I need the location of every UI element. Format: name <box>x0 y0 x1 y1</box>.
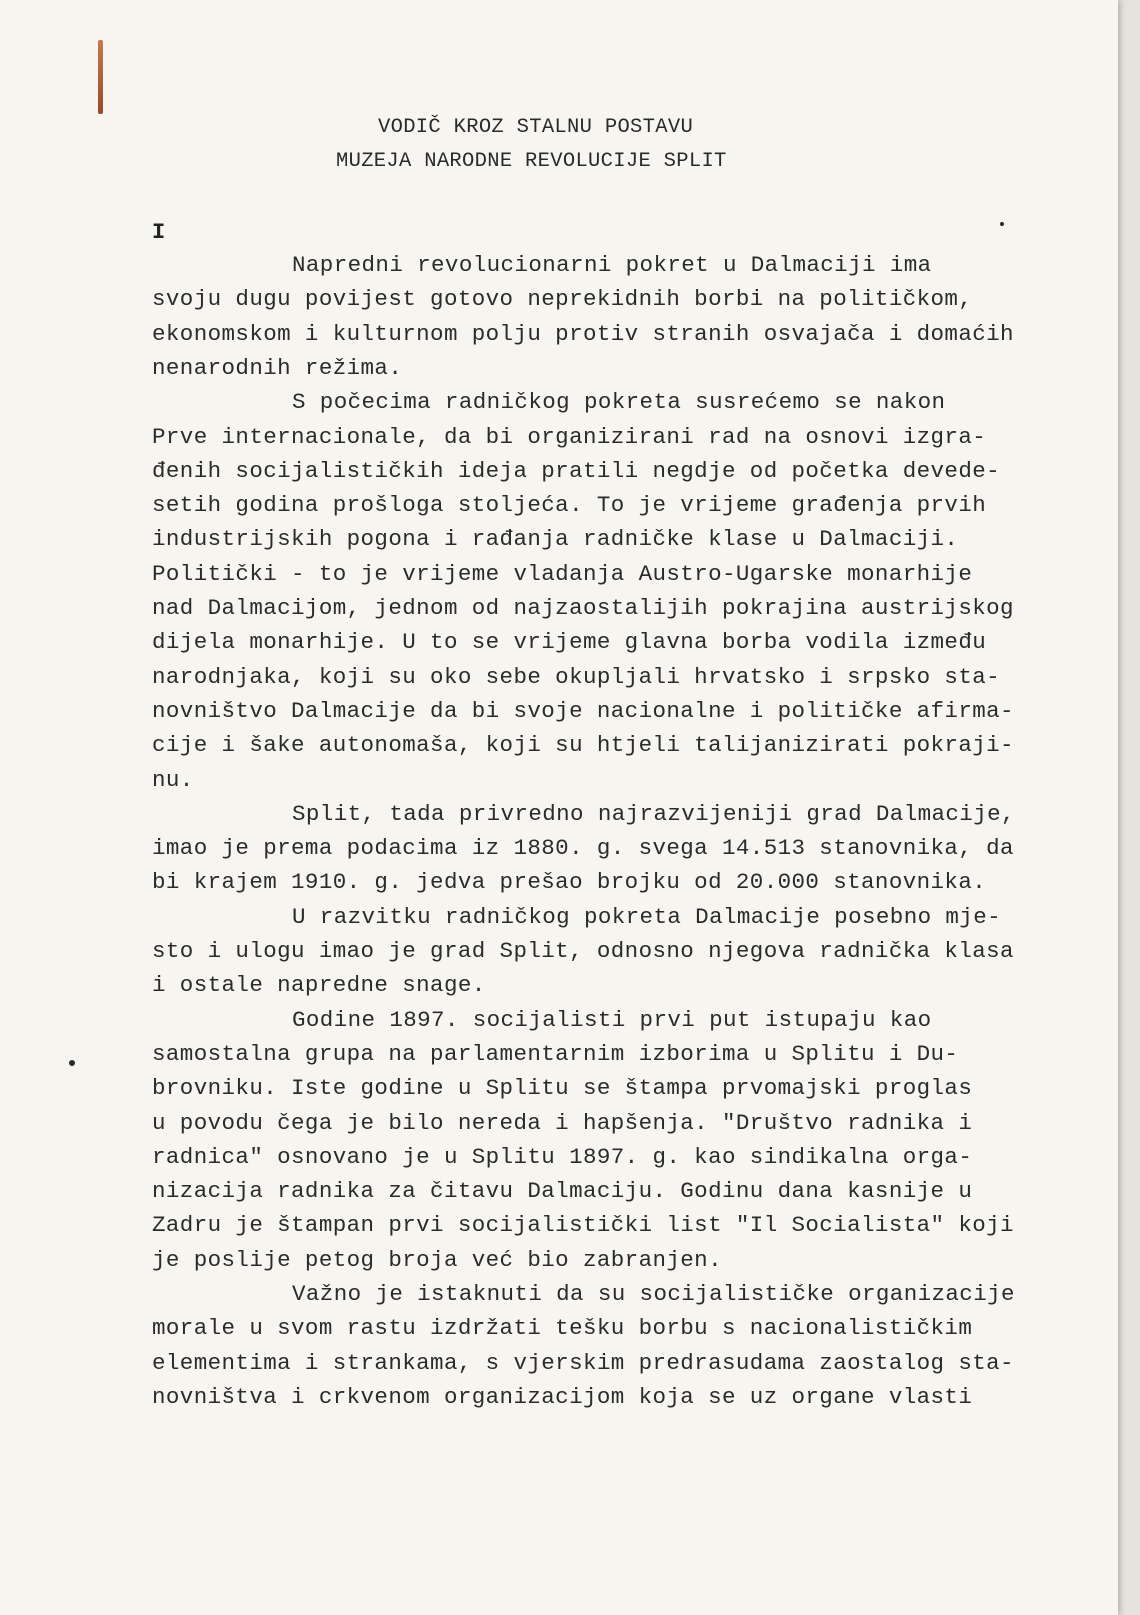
text-line: bi krajem 1910. g. jedva prešao brojku od 20.000 stanovnika. <box>152 869 987 895</box>
text-line: narodnjaka, koji su oko sebe okupljali hrvatsko i srpsko sta- <box>152 664 1001 690</box>
text-line: ekonomskom i kulturnom polju protiv stranih osvajača i domaćih <box>152 321 1014 347</box>
text-line: Važno je istaknuti da su socijalističke organizacije <box>292 1281 1015 1307</box>
text-line: U razvitku radničkog pokreta Dalmacije posebno mje- <box>292 904 1002 930</box>
text-line: novništvo Dalmacije da bi svoje nacionalne i političke afirma- <box>152 698 1014 724</box>
text-line: i ostale napredne snage. <box>152 972 486 998</box>
text-line: nenarodnih režima. <box>152 355 403 381</box>
text-line: svoju dugu povijest gotovo neprekidnih borbi na političkom, <box>152 286 973 312</box>
text-line: Politički - to je vrijeme vladanja Austro-Ugarske monarhije <box>152 561 973 587</box>
section-numeral: I <box>152 220 166 245</box>
text-line: brovniku. Iste godine u Splitu se štampa prvomajski proglas <box>152 1075 973 1101</box>
text-line: samostalna grupa na parlamentarnim izborima u Splitu i Du- <box>152 1041 959 1067</box>
text-line: elementima i strankama, s vjerskim predrasudama zaostalog sta- <box>152 1350 1014 1376</box>
text-line: imao je prema podacima iz 1880. g. svega 14.513 stanovnika, da <box>152 835 1014 861</box>
text-line: Split, tada privredno najrazvijeniji grad Dalmacije, <box>292 801 1015 827</box>
text-line: Napredni revolucionarni pokret u Dalmaciji ima <box>292 252 932 278</box>
ink-dot <box>69 1060 75 1066</box>
text-line: cije i šake autonomaša, koji su htjeli talijanizirati pokraji- <box>152 732 1014 758</box>
text-line: nu. <box>152 767 194 793</box>
document-title-line-2: MUZEJA NARODNE REVOLUCIJE SPLIT <box>336 150 727 173</box>
text-line: je poslije petog broja već bio zabranjen. <box>152 1247 722 1273</box>
text-line: novništva i crkvenom organizacijom koja se uz organe vlasti <box>152 1384 973 1410</box>
text-line: Zadru je štampan prvi socijalistički list "Il Socialista" koji <box>152 1212 1014 1238</box>
text-line: setih godina prošloga stoljeća. To je vrijeme građenja prvih <box>152 492 987 518</box>
text-line: nad Dalmacijom, jednom od najzaostalijih pokrajina austrijskog <box>152 595 1014 621</box>
text-line: S počecima radničkog pokreta susrećemo se nakon <box>292 389 946 415</box>
text-line: industrijskih pogona i rađanja radničke klase u Dalmaciji. <box>152 526 959 552</box>
ink-dot <box>1000 222 1004 226</box>
text-line: Godine 1897. socijalisti prvi put istupaju kao <box>292 1007 932 1033</box>
text-line: u povodu čega je bilo nereda i hapšenja. "Društvo radnika i <box>152 1110 973 1136</box>
text-line: đenih socijalističkih ideja pratili negdje od početka devede- <box>152 458 1001 484</box>
text-line: Prve internacionale, da bi organizirani rad na osnovi izgra- <box>152 424 987 450</box>
text-line: morale u svom rastu izdržati tešku borbu s nacionalističkim <box>152 1315 973 1341</box>
text-line: dijela monarhije. U to se vrijeme glavna borba vodila između <box>152 629 987 655</box>
text-line: nizacija radnika za čitavu Dalmaciju. Godinu dana kasnije u <box>152 1178 973 1204</box>
text-line: sto i ulogu imao je grad Split, odnosno njegova radnička klasa <box>152 938 1014 964</box>
document-title-line-1: VODIČ KROZ STALNU POSTAVU <box>378 116 694 139</box>
text-line: radnica" osnovano je u Splitu 1897. g. kao sindikalna orga- <box>152 1144 973 1170</box>
staple-mark <box>98 40 103 114</box>
